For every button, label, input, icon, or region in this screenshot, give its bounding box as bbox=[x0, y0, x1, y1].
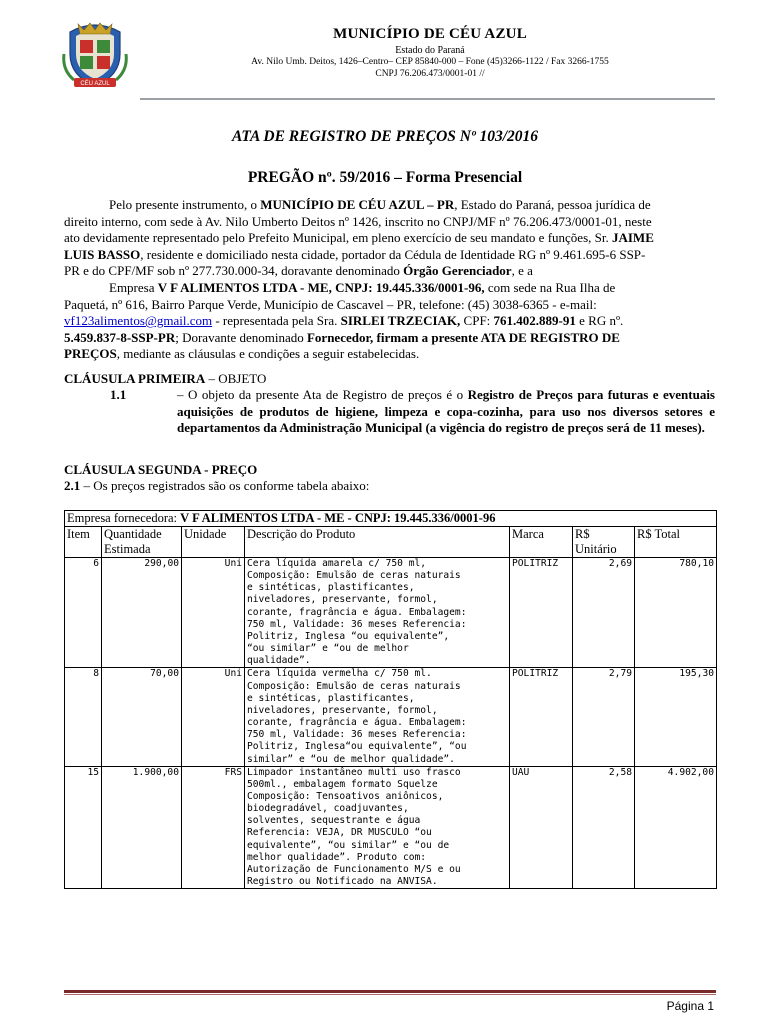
cell-total: 780,10 bbox=[635, 558, 717, 668]
header-divider bbox=[140, 98, 715, 100]
pregao-title: PREGÃO nº. 59/2016 – Forma Presencial bbox=[247, 169, 523, 186]
header-quantity: Quantidade Estimada bbox=[102, 527, 182, 558]
cell-unit: Uni bbox=[182, 668, 245, 766]
table-row bbox=[65, 668, 717, 766]
cell-item: 8 bbox=[65, 668, 102, 766]
intro-paragraph: Pelo presente instrumento, o MUNICÍPIO DE CÉU AZUL – PR, Estado do Paraná, pessoa jurídica de direito interno, com sede à Av. Nilo Umberto Deitos nº 1426, inscrito no CNPJ/MF nº 76.206.473/0001-01, neste ato devidamente representado pelo Prefeito Municipal, em pleno exercício de seu mandato e funções, Sr. JAIME LUIS BASSO, residente e domiciliado nesta cidade, portador da Cédula de Identidade RG nº 9.461.695-6 SSP- PR e do CPF/MF sob nº 277.730.000-34, doravante denominado Órgão Gerenciador, e a Empresa V F ALIMENTOS LTDA - ME, CNPJ: 19.445.336/0001-96, com sede na Rua Ilha de Paquetá, nº 616, Bairro Parque Verde, Município de Cascavel – PR, telefone: (45) 3038-6365 - e-mail: vf123alimentos@gmail.com - representada pela Sra. SIRLEI TRZECIAK, CPF: 761.402.889-91 e RG nº. 5.459.837-8-SSP-PR; Doravante denominado Fornecedor, firmam a presente ATA DE REGISTRO DE PREÇOS, mediante as cláusulas e condições a seguir estabelecidas. bbox=[64, 197, 654, 362]
cell-brand: UAU bbox=[510, 766, 573, 889]
clause-two-heading: CLÁUSULA SEGUNDA - PREÇO bbox=[64, 462, 258, 477]
email-link[interactable]: vf123alimentos@gmail.com bbox=[64, 313, 213, 329]
cnpj-line: CNPJ 76.206.473/0001-01 // bbox=[375, 69, 485, 79]
footer-divider-thin bbox=[64, 994, 716, 995]
ata-title: ATA DE REGISTRO DE PREÇOS Nº 103/2016 bbox=[231, 128, 539, 145]
cell-brand: POLITRIZ bbox=[510, 558, 573, 668]
page-number: Página 1 bbox=[666, 999, 714, 1013]
header-unit-price: R$ Unitário bbox=[573, 527, 635, 558]
municipal-crest-icon bbox=[62, 20, 128, 90]
cell-unit-price: 2,79 bbox=[573, 668, 635, 766]
cell-quantity: 1.900,00 bbox=[102, 766, 182, 889]
cell-unit: FRS bbox=[182, 766, 245, 889]
header-unit: Unidade bbox=[182, 527, 245, 558]
footer-divider bbox=[64, 990, 716, 993]
cell-unit-price: 2,69 bbox=[573, 558, 635, 668]
clause-one-text: – O objeto da presente Ata de Registro de preços é o Registro de Preços para futuras e eventuais aquisições de produtos de higiene, limpeza e copa-cozinha, para uso nos diversos setores e departamentos da Administração Municipal (a vigência do registro de preços será de 11 meses). bbox=[177, 387, 715, 436]
clause-one-number: 1.1 bbox=[110, 387, 127, 402]
price-table bbox=[64, 510, 717, 889]
cell-total: 4.902,00 bbox=[635, 766, 717, 889]
cell-quantity: 290,00 bbox=[102, 558, 182, 668]
cell-quantity: 70,00 bbox=[102, 668, 182, 766]
cell-item: 15 bbox=[65, 766, 102, 889]
crest-banner-text: CÉU AZUL bbox=[80, 81, 110, 87]
state-line: Estado do Paraná bbox=[395, 45, 465, 56]
header-item: Item bbox=[65, 527, 102, 558]
cell-item: 6 bbox=[65, 558, 102, 668]
header-description: Descrição do Produto bbox=[245, 527, 510, 558]
cell-description: Cera líquida amarela c/ 750 ml, Composição: Emulsão de ceras naturais e sintéticas, plastificantes, niveladores, preservante, formol, corante, fragrância e água. Embalagem: 750 ml, Validade: 36 meses Referencia: Politriz, Inglesa “ou equivalente”, “ou similar” e “ou de melhor qualidade”. bbox=[245, 558, 510, 668]
table-header-row bbox=[65, 527, 717, 558]
cell-brand: POLITRIZ bbox=[510, 668, 573, 766]
cell-unit-price: 2,58 bbox=[573, 766, 635, 889]
supplier-row: Empresa fornecedora: V F ALIMENTOS LTDA - ME - CNPJ: 19.445.336/0001-96 bbox=[65, 511, 717, 527]
header-total: R$ Total bbox=[635, 527, 717, 558]
table-row bbox=[65, 766, 717, 889]
cell-description: Cera líquida vermelha c/ 750 ml. Composição: Emulsão de ceras naturais e sintéticas, plastificantes, niveladores, preservante, formol, corante, fragrância e água. Embalagem: 750 ml, Validade: 36 meses Referencia: Politriz, Inglesa“ou equivalente”, “ou similar” e “ou de melhor qualidade”. bbox=[245, 668, 510, 766]
cell-unit: Uni bbox=[182, 558, 245, 668]
address-line: Av. Nilo Umb. Deitos, 1426–Centro– CEP 85840-000 – Fone (45)3266-1122 / Fax 3266-1755 bbox=[251, 57, 609, 67]
municipality-title: MUNICÍPIO DE CÉU AZUL bbox=[333, 26, 527, 42]
table-row bbox=[65, 558, 717, 668]
clause-two-text: 2.1 – Os preços registrados são os conforme tabela abaixo: bbox=[64, 478, 370, 493]
cell-description: Limpador instantâneo multi uso frasco 500ml., embalagem formato Squelze Composição: Tensoativos aniônicos, biodegradável, coadjuvantes, solventes, sequestrante e água Referencia: VEJA, DR MUSCULO “ou equivalente”, “ou similar” e “ou de melhor qualidade”. Produto com: Autorização de Funcionamento M/S e ou Registro ou Notificado na ANVISA. bbox=[245, 766, 510, 889]
cell-total: 195,30 bbox=[635, 668, 717, 766]
clause-one-heading: CLÁUSULA PRIMEIRA – OBJETO bbox=[64, 371, 267, 386]
header-brand: Marca bbox=[510, 527, 573, 558]
